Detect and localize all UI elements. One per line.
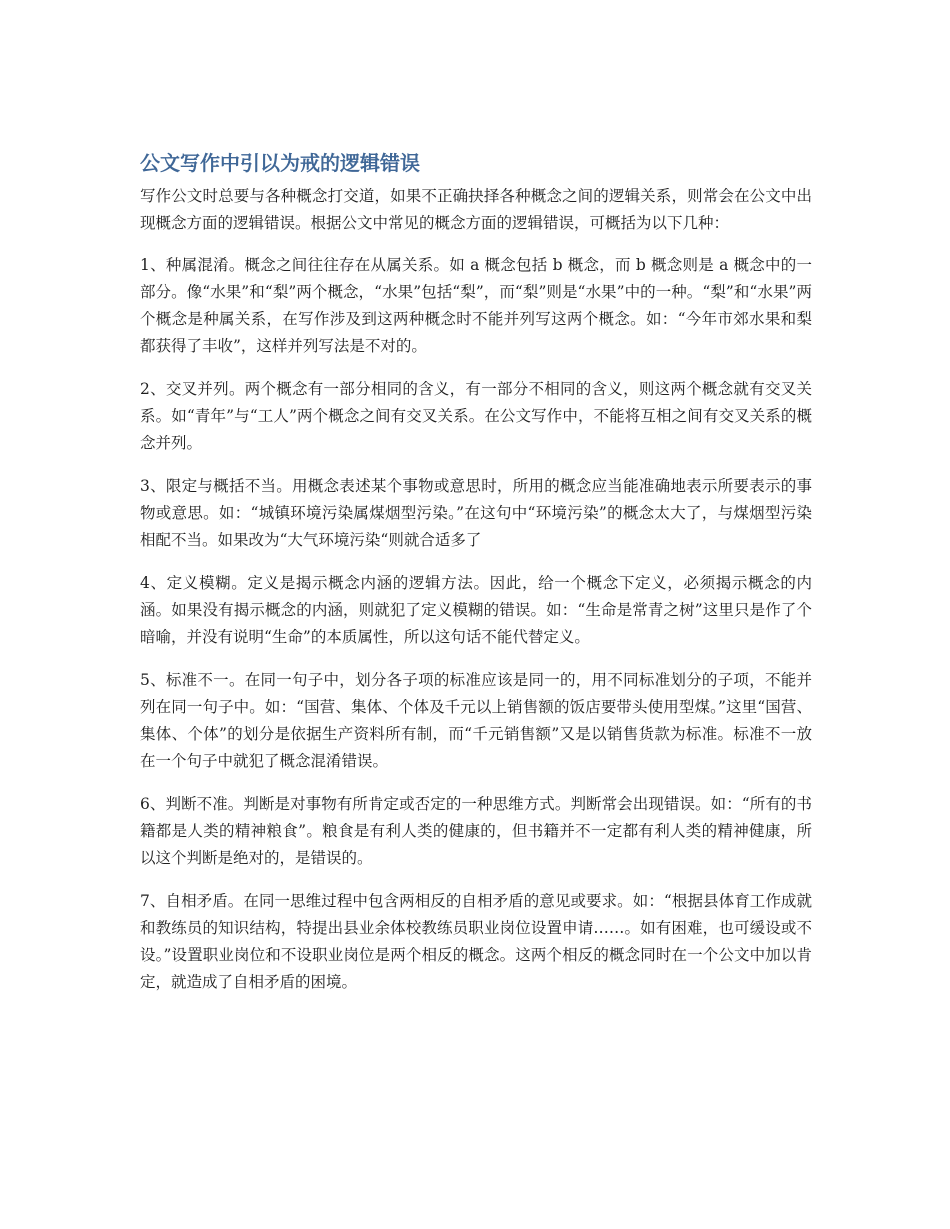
item-paragraph-7: 7、自相矛盾。在同一思维过程中包含两相反的自相矛盾的意见或要求。如：“根据县体育工作成就和教练员的知识结构，特提出县业余体校教练员职业岗位设置申请……。如有困难，也可缓设或不设。”设置职业岗位和不设职业岗位是两个相反的概念。这两个相反的概念同时在一个公文中加以肯定，就造成了自相矛盾的困境。 (140, 892, 812, 991)
document-body (140, 148, 812, 1012)
document-title: 公文写作中引以为戒的逻辑错误 (140, 151, 420, 175)
intro-paragraph: 写作公文时总要与各种概念打交道，如果不正确抉择各种概念之间的逻辑关系，则常会在公文中出现概念方面的逻辑错误。根据公文中常见的概念方面的逻辑错误，可概括为以下几种： (140, 187, 812, 232)
item-paragraph-3: 3、限定与概括不当。用概念表述某个事物或意思时，所用的概念应当能准确地表示所要表示的事物或意思。如：“城镇环境污染属煤烟型污染。”在这句中“环境污染”的概念太大了，与煤烟型污染相配不当。如果改为“大气环境污染“则就合适多了 (140, 477, 812, 549)
item-paragraph-5: 5、标准不一。在同一句子中，划分各子项的标准应该是同一的，用不同标准划分的子项，不能并列在同一句子中。如：“国营、集体、个体及千元以上销售额的饭店要带头使用型煤。”这里“国营、集体、个体”的划分是依据生产资料所有制，而“千元销售额”又是以销售货款为标准。标准不一放在一个句子中就犯了概念混淆错误。 (140, 671, 812, 770)
item-paragraph-1: 1、种属混淆。概念之间往往存在从属关系。如 a 概念包括 b 概念，而 b 概念则是 a 概念中的一部分。像“水果”和“梨”两个概念，“水果”包括“梨”，而“梨”则是“水果”中的一种。“梨”和“水果”两个概念是种属关系，在写作涉及到这两种概念时不能并列写这两个概念。如：“今年市郊水果和梨都获得了丰收”，这样并列写法是不对的。 (140, 256, 812, 355)
item-paragraph-6: 6、判断不准。判断是对事物有所肯定或否定的一种思维方式。判断常会出现错误。如：“所有的书籍都是人类的精神粮食”。粮食是有利人类的健康的，但书籍并不一定都有利人类的精神健康，所以这个判断是绝对的，是错误的。 (140, 795, 812, 867)
item-paragraph-2: 2、交叉并列。两个概念有一部分相同的含义，有一部分不相同的含义，则这两个概念就有交叉关系。如“青年”与“工人”两个概念之间有交叉关系。在公文写作中，不能将互相之间有交叉关系的概念并列。 (140, 380, 812, 452)
item-paragraph-4: 4、定义模糊。定义是揭示概念内涵的逻辑方法。因此，给一个概念下定义，必须揭示概念的内涵。如果没有揭示概念的内涵，则就犯了定义模糊的错误。如：“生命是常青之树”这里只是作了个暗喻，并没有说明“生命”的本质属性，所以这句话不能代替定义。 (140, 574, 812, 646)
